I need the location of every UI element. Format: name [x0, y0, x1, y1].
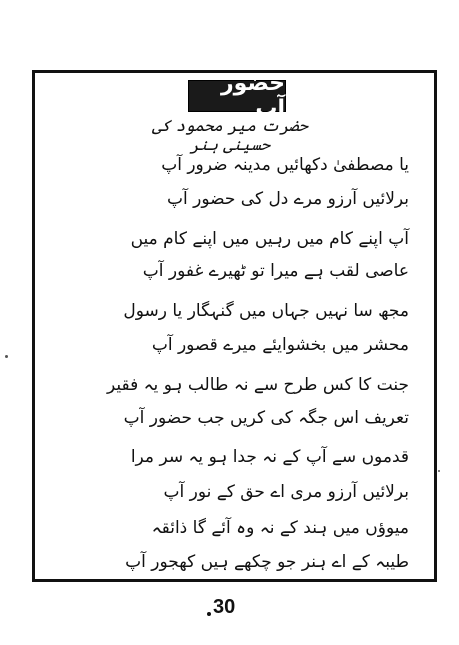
page-number: 30 — [213, 596, 236, 618]
scan-speck — [5, 355, 8, 358]
verse-line-2: برلائیں آرزو مرے دل کی حضور آپ — [167, 189, 409, 209]
verse-line-1: یا مصطفیٰ دکھائیں مدینہ ضرور آپ — [161, 155, 409, 175]
verse-line-11: میوؤں میں ہند کے نہ وہ آئے گا ذائقہ — [151, 518, 409, 538]
scan-speck — [438, 470, 440, 472]
verse-line-8: تعریف اس جگہ کی کریں جب حضور آپ — [123, 408, 409, 428]
verse-line-6: محشر میں بخشوایئے میرے قصور آپ — [151, 335, 409, 355]
poem-title: حضور آپ — [188, 80, 286, 112]
verse-line-3: آپ اپنے کام میں رہیں میں اپنے کام میں — [130, 229, 409, 249]
page-number-dot — [207, 612, 211, 616]
verse-line-12: طیبہ کے اے ہنر جو چکھے ہیں کھجور آپ — [125, 552, 409, 572]
verse-line-10: برلائیں آرزو مری اے حق کے نور آپ — [163, 482, 409, 502]
verse-line-9: قدموں سے آپ کے نہ جدا ہو یہ سر مرا — [130, 447, 409, 467]
verse-line-5: مجھ سا نہیں جہاں میں گنہگار یا رسول — [123, 301, 409, 321]
verse-line-4: عاصی لقب ہے میرا تو ٹھیرے غفور آپ — [142, 261, 409, 281]
poem-author: حضرت میر محمود کی حسینی ہنر — [152, 116, 308, 154]
verse-line-7: جنت کا کس طرح سے نہ طالب ہو یہ فقیر — [106, 375, 409, 395]
